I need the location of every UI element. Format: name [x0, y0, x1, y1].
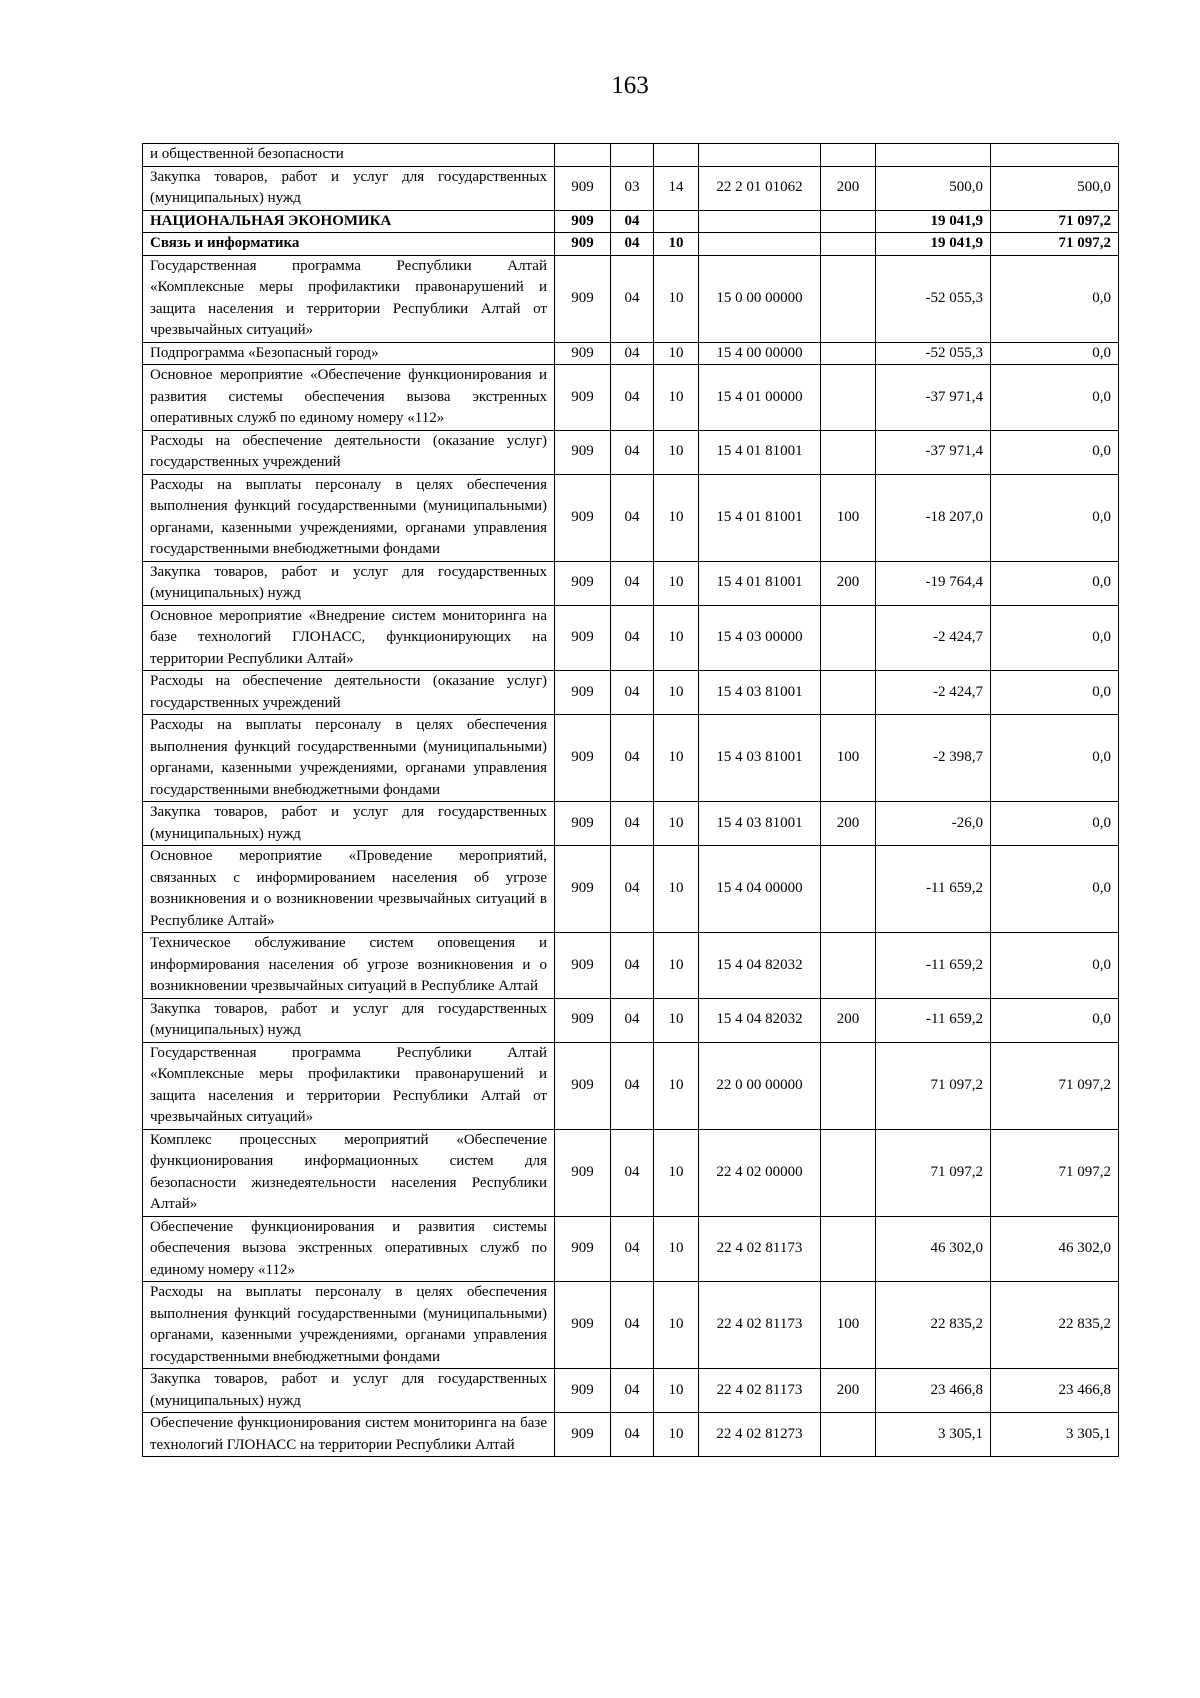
cell-sum1: -52 055,3	[876, 342, 991, 365]
cell-sum1: 3 305,1	[876, 1413, 991, 1457]
cell-pr: 10	[654, 846, 699, 933]
cell-sum2: 0,0	[991, 933, 1119, 999]
cell-ved: 909	[555, 605, 611, 671]
cell-rz: 04	[611, 561, 654, 605]
cell-pr: 10	[654, 671, 699, 715]
cell-csr: 15 4 04 82032	[699, 998, 821, 1042]
table-row	[143, 605, 1119, 671]
cell-sum2: 500,0	[991, 166, 1119, 210]
table-row	[143, 144, 1119, 167]
table-row	[143, 802, 1119, 846]
cell-ved: 909	[555, 561, 611, 605]
cell-csr: 22 4 02 81273	[699, 1413, 821, 1457]
cell-rz: 04	[611, 342, 654, 365]
cell-sum2: 0,0	[991, 802, 1119, 846]
cell-vr	[821, 342, 876, 365]
cell-rz: 04	[611, 1369, 654, 1413]
table-row	[143, 1282, 1119, 1369]
cell-ved: 909	[555, 1129, 611, 1216]
cell-csr: 22 2 01 01062	[699, 166, 821, 210]
cell-name: Государственная программа Республики Алтай «Комплексные меры профилактики правонарушений и защита населения и территории Республики Алтай от чрезвычайных ситуаций»	[143, 255, 555, 342]
table-row	[143, 233, 1119, 256]
cell-name: Обеспечение функционирования и развития системы обеспечения вызова экстренных оперативных служб по единому номеру «112»	[143, 1216, 555, 1282]
cell-vr: 200	[821, 1369, 876, 1413]
cell-vr: 100	[821, 715, 876, 802]
cell-vr: 200	[821, 166, 876, 210]
cell-ved: 909	[555, 255, 611, 342]
cell-csr: 15 4 04 82032	[699, 933, 821, 999]
cell-pr: 10	[654, 1129, 699, 1216]
page-number: 163	[611, 72, 649, 99]
cell-pr: 14	[654, 166, 699, 210]
cell-sum1: -11 659,2	[876, 998, 991, 1042]
cell-ved: 909	[555, 998, 611, 1042]
cell-sum1: 46 302,0	[876, 1216, 991, 1282]
table-row	[143, 998, 1119, 1042]
cell-vr	[821, 365, 876, 431]
cell-sum1: -37 971,4	[876, 365, 991, 431]
cell-rz: 04	[611, 605, 654, 671]
cell-sum2: 0,0	[991, 605, 1119, 671]
cell-sum2: 46 302,0	[991, 1216, 1119, 1282]
cell-pr: 10	[654, 365, 699, 431]
cell-sum2: 71 097,2	[991, 1042, 1119, 1129]
cell-pr: 10	[654, 605, 699, 671]
cell-sum2: 0,0	[991, 998, 1119, 1042]
cell-rz: 04	[611, 255, 654, 342]
cell-sum1: -19 764,4	[876, 561, 991, 605]
cell-sum1: -11 659,2	[876, 933, 991, 999]
cell-rz: 04	[611, 474, 654, 561]
cell-rz: 04	[611, 365, 654, 431]
cell-ved: 909	[555, 474, 611, 561]
cell-sum1: 22 835,2	[876, 1282, 991, 1369]
cell-csr	[699, 233, 821, 256]
cell-ved: 909	[555, 1042, 611, 1129]
table-row	[143, 933, 1119, 999]
cell-rz: 04	[611, 210, 654, 233]
cell-ved: 909	[555, 1369, 611, 1413]
cell-pr: 10	[654, 933, 699, 999]
cell-ved: 909	[555, 430, 611, 474]
cell-name: НАЦИОНАЛЬНАЯ ЭКОНОМИКА	[143, 210, 555, 233]
table-row	[143, 430, 1119, 474]
cell-ved	[555, 144, 611, 167]
cell-rz: 04	[611, 1042, 654, 1129]
cell-sum1	[876, 144, 991, 167]
cell-rz: 04	[611, 715, 654, 802]
cell-sum2: 0,0	[991, 430, 1119, 474]
cell-pr: 10	[654, 1369, 699, 1413]
cell-rz: 04	[611, 846, 654, 933]
cell-vr: 200	[821, 802, 876, 846]
cell-sum1: -2 398,7	[876, 715, 991, 802]
cell-ved: 909	[555, 933, 611, 999]
cell-sum1: -18 207,0	[876, 474, 991, 561]
cell-vr	[821, 671, 876, 715]
cell-pr	[654, 144, 699, 167]
cell-sum1: 71 097,2	[876, 1129, 991, 1216]
table-row	[143, 671, 1119, 715]
cell-sum1: 23 466,8	[876, 1369, 991, 1413]
cell-csr: 15 4 03 81001	[699, 671, 821, 715]
cell-sum2: 22 835,2	[991, 1282, 1119, 1369]
table-row	[143, 1369, 1119, 1413]
cell-sum1: -26,0	[876, 802, 991, 846]
table-row	[143, 561, 1119, 605]
cell-rz: 03	[611, 166, 654, 210]
cell-ved: 909	[555, 846, 611, 933]
cell-name: Государственная программа Республики Алтай «Комплексные меры профилактики правонарушений и защита населения и территории Республики Алтай от чрезвычайных ситуаций»	[143, 1042, 555, 1129]
cell-vr	[821, 1413, 876, 1457]
cell-name: Техническое обслуживание систем оповещения и информирования населения об угрозе возникновения и о возникновении чрезвычайных ситуаций в Республике Алтай	[143, 933, 555, 999]
cell-pr: 10	[654, 430, 699, 474]
cell-pr: 10	[654, 1042, 699, 1129]
cell-sum2: 71 097,2	[991, 210, 1119, 233]
cell-ved: 909	[555, 671, 611, 715]
cell-csr: 15 4 04 00000	[699, 846, 821, 933]
cell-csr: 15 4 03 81001	[699, 802, 821, 846]
table-row	[143, 846, 1119, 933]
cell-rz: 04	[611, 1413, 654, 1457]
cell-sum1: -52 055,3	[876, 255, 991, 342]
cell-vr	[821, 233, 876, 256]
cell-vr	[821, 255, 876, 342]
cell-ved: 909	[555, 1282, 611, 1369]
cell-rz	[611, 144, 654, 167]
cell-sum2: 71 097,2	[991, 233, 1119, 256]
cell-pr: 10	[654, 1413, 699, 1457]
table-row	[143, 474, 1119, 561]
cell-sum2: 0,0	[991, 561, 1119, 605]
cell-sum2: 0,0	[991, 255, 1119, 342]
table-row	[143, 1129, 1119, 1216]
table-row	[143, 1413, 1119, 1457]
cell-pr	[654, 210, 699, 233]
cell-rz: 04	[611, 1216, 654, 1282]
cell-name: Расходы на выплаты персоналу в целях обеспечения выполнения функций государственными (муниципальными) органами, казенными учреждениями, органами управления государственными внебюджетными фондами	[143, 715, 555, 802]
cell-pr: 10	[654, 715, 699, 802]
table-row	[143, 1042, 1119, 1129]
cell-vr	[821, 605, 876, 671]
cell-csr: 15 4 01 00000	[699, 365, 821, 431]
cell-name: Подпрограмма «Безопасный город»	[143, 342, 555, 365]
table-row	[143, 1216, 1119, 1282]
cell-name: Обеспечение функционирования систем мониторинга на базе технологий ГЛОНАСС на территории Республики Алтай	[143, 1413, 555, 1457]
cell-rz: 04	[611, 671, 654, 715]
cell-name: Основное мероприятие «Внедрение систем мониторинга на базе технологий ГЛОНАСС, функционирующих на территории Республики Алтай»	[143, 605, 555, 671]
cell-ved: 909	[555, 342, 611, 365]
cell-ved: 909	[555, 166, 611, 210]
cell-csr: 15 4 00 00000	[699, 342, 821, 365]
cell-csr: 22 4 02 00000	[699, 1129, 821, 1216]
table-row	[143, 342, 1119, 365]
cell-csr: 22 4 02 81173	[699, 1216, 821, 1282]
cell-rz: 04	[611, 233, 654, 256]
cell-sum1: -2 424,7	[876, 671, 991, 715]
cell-rz: 04	[611, 1129, 654, 1216]
table-row	[143, 365, 1119, 431]
cell-sum2: 0,0	[991, 846, 1119, 933]
cell-vr	[821, 933, 876, 999]
cell-sum2: 71 097,2	[991, 1129, 1119, 1216]
cell-sum1: 19 041,9	[876, 233, 991, 256]
cell-name: Расходы на выплаты персоналу в целях обеспечения выполнения функций государственными (муниципальными) органами, казенными учреждениями, органами управления государственными внебюджетными фондами	[143, 474, 555, 561]
cell-pr: 10	[654, 474, 699, 561]
cell-sum2	[991, 144, 1119, 167]
cell-csr: 22 4 02 81173	[699, 1369, 821, 1413]
cell-rz: 04	[611, 430, 654, 474]
cell-vr	[821, 210, 876, 233]
table-row	[143, 255, 1119, 342]
cell-csr: 15 4 03 81001	[699, 715, 821, 802]
cell-name: Закупка товаров, работ и услуг для государственных (муниципальных) нужд	[143, 802, 555, 846]
cell-sum1: 19 041,9	[876, 210, 991, 233]
cell-csr: 22 4 02 81173	[699, 1282, 821, 1369]
cell-vr	[821, 1042, 876, 1129]
cell-ved: 909	[555, 802, 611, 846]
cell-sum2: 0,0	[991, 474, 1119, 561]
cell-vr: 100	[821, 474, 876, 561]
cell-vr: 200	[821, 561, 876, 605]
cell-ved: 909	[555, 715, 611, 802]
cell-ved: 909	[555, 365, 611, 431]
cell-name: Связь и информатика	[143, 233, 555, 256]
table-row	[143, 715, 1119, 802]
cell-name: Расходы на обеспечение деятельности (оказание услуг) государственных учреждений	[143, 671, 555, 715]
cell-vr	[821, 1216, 876, 1282]
cell-vr	[821, 430, 876, 474]
cell-sum2: 0,0	[991, 365, 1119, 431]
cell-pr: 10	[654, 1216, 699, 1282]
cell-pr: 10	[654, 561, 699, 605]
cell-name: Закупка товаров, работ и услуг для государственных (муниципальных) нужд	[143, 998, 555, 1042]
cell-csr: 15 0 00 00000	[699, 255, 821, 342]
cell-sum2: 0,0	[991, 342, 1119, 365]
cell-vr	[821, 144, 876, 167]
cell-sum1: -11 659,2	[876, 846, 991, 933]
cell-rz: 04	[611, 802, 654, 846]
cell-sum2: 3 305,1	[991, 1413, 1119, 1457]
cell-csr: 15 4 01 81001	[699, 430, 821, 474]
budget-table	[142, 143, 1119, 1457]
cell-pr: 10	[654, 255, 699, 342]
cell-pr: 10	[654, 802, 699, 846]
cell-name: Расходы на выплаты персоналу в целях обеспечения выполнения функций государственными (муниципальными) органами, казенными учреждениями, органами управления государственными внебюджетными фондами	[143, 1282, 555, 1369]
cell-vr: 100	[821, 1282, 876, 1369]
cell-pr: 10	[654, 998, 699, 1042]
cell-sum1: 71 097,2	[876, 1042, 991, 1129]
cell-sum1: -37 971,4	[876, 430, 991, 474]
cell-csr: 15 4 01 81001	[699, 474, 821, 561]
cell-ved: 909	[555, 1216, 611, 1282]
cell-csr: 22 0 00 00000	[699, 1042, 821, 1129]
cell-ved: 909	[555, 1413, 611, 1457]
cell-rz: 04	[611, 998, 654, 1042]
cell-name: Основное мероприятие «Проведение мероприятий, связанных с информированием населения об угрозе возникновения и о возникновении чрезвычайных ситуаций в Республике Алтай»	[143, 846, 555, 933]
cell-name: Закупка товаров, работ и услуг для государственных (муниципальных) нужд	[143, 561, 555, 605]
cell-ved: 909	[555, 210, 611, 233]
cell-sum2: 23 466,8	[991, 1369, 1119, 1413]
cell-name: Расходы на обеспечение деятельности (оказание услуг) государственных учреждений	[143, 430, 555, 474]
cell-csr	[699, 144, 821, 167]
cell-sum1: -2 424,7	[876, 605, 991, 671]
cell-sum2: 0,0	[991, 671, 1119, 715]
cell-name: Закупка товаров, работ и услуг для государственных (муниципальных) нужд	[143, 1369, 555, 1413]
cell-rz: 04	[611, 1282, 654, 1369]
cell-name: и общественной безопасности	[143, 144, 555, 167]
cell-ved: 909	[555, 233, 611, 256]
cell-vr	[821, 1129, 876, 1216]
cell-name: Закупка товаров, работ и услуг для государственных (муниципальных) нужд	[143, 166, 555, 210]
cell-name: Основное мероприятие «Обеспечение функционирования и развития системы обеспечения вызова экстренных оперативных служб по единому номеру «112»	[143, 365, 555, 431]
cell-csr	[699, 210, 821, 233]
cell-pr: 10	[654, 342, 699, 365]
cell-sum2: 0,0	[991, 715, 1119, 802]
cell-sum1: 500,0	[876, 166, 991, 210]
cell-pr: 10	[654, 233, 699, 256]
table-body	[143, 144, 1119, 1457]
table-row	[143, 210, 1119, 233]
cell-csr: 15 4 01 81001	[699, 561, 821, 605]
cell-vr	[821, 846, 876, 933]
cell-csr: 15 4 03 00000	[699, 605, 821, 671]
cell-name: Комплекс процессных мероприятий «Обеспечение функционирования информационных систем для безопасности жизнедеятельности населения Республики Алтай»	[143, 1129, 555, 1216]
table-row	[143, 166, 1119, 210]
cell-vr: 200	[821, 998, 876, 1042]
cell-rz: 04	[611, 933, 654, 999]
cell-pr: 10	[654, 1282, 699, 1369]
